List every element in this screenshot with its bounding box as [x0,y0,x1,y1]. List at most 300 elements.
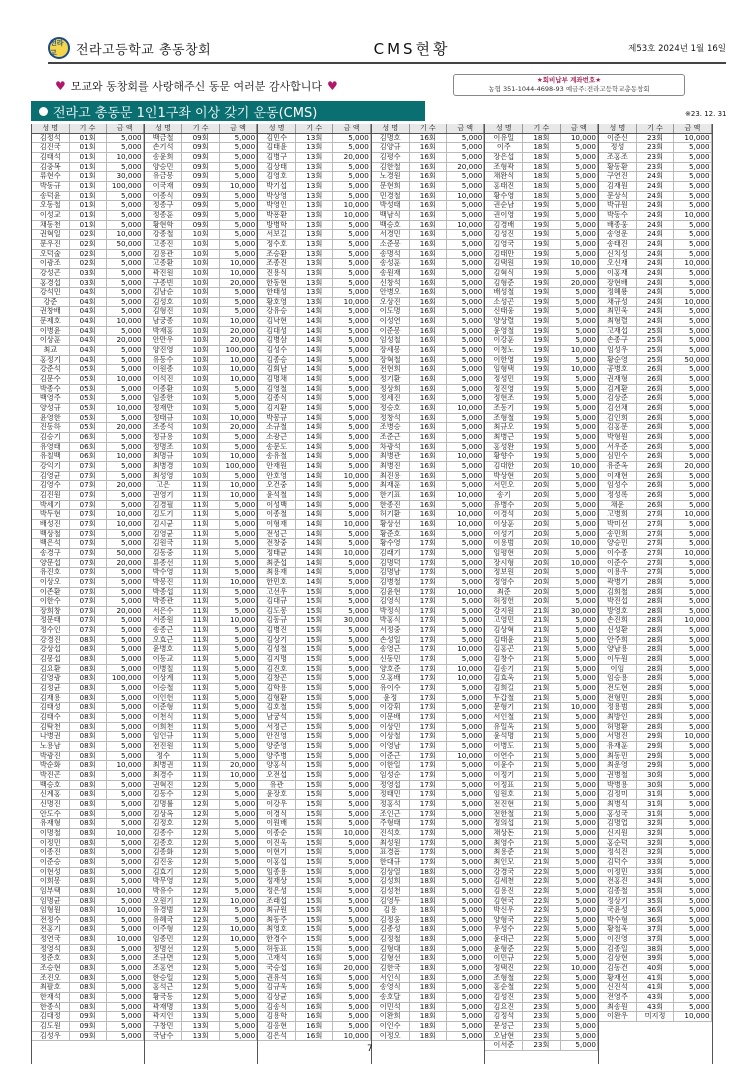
table-row [145,442,257,452]
class-year: 01회 [69,152,106,162]
table-row [599,790,711,800]
donor-name: 전영주 [599,993,636,1003]
table-row [372,413,484,423]
class-year: 16회 [409,433,446,443]
amount: 5,000 [560,616,597,626]
table-row [258,375,370,385]
table-row [32,326,143,336]
class-year: 17회 [409,645,446,655]
amount: 5,000 [447,461,484,471]
donor-name: 서은수 [145,606,182,616]
class-year: 12회 [182,993,219,1003]
class-year: 16회 [409,413,446,423]
class-year: 08회 [69,761,106,771]
amount: 5,000 [219,819,256,829]
donor-name: 안만우 [145,336,182,346]
donor-name: 김종승 [258,355,295,365]
donor-column [258,124,372,1064]
donor-name: 이용범 [485,539,522,549]
table-row [258,577,370,587]
donor-name: 이주형 [145,925,182,935]
class-year: 08회 [69,915,106,925]
table-row [485,761,597,771]
donor-name: 조형철 [485,413,522,423]
table-row [485,413,597,423]
amount: 5,000 [447,442,484,452]
table-row [485,452,597,462]
class-year: 16회 [409,355,446,365]
table-row [32,867,143,877]
class-year: 13회 [296,239,333,249]
table-row [32,172,143,182]
table-row [372,519,484,529]
class-year: 04회 [69,288,106,298]
amount: 5,000 [219,404,256,414]
donor-name: 최병관 [372,452,409,462]
class-year: 15회 [296,635,333,645]
donor-name: 한승일 [145,973,182,983]
amount: 5,000 [333,664,370,674]
table-row [485,635,597,645]
table-row [258,500,370,510]
class-year: 15회 [296,877,333,887]
donor-name: 김용진 [485,886,522,896]
table-row [258,848,370,858]
table-row [485,674,597,684]
table-row [599,935,711,945]
table-row [32,1002,143,1012]
class-year: 09회 [182,143,219,153]
class-year: 10회 [182,346,219,356]
table-row [145,577,257,587]
class-year: 18회 [409,906,446,916]
donor-name: 오상진 [372,297,409,307]
table-row [145,674,257,684]
class-year: 07회 [69,519,106,529]
table-row [145,597,257,607]
column-header: 성 명 [599,124,636,133]
donor-name: 심민수 [599,452,636,462]
class-year: 17회 [409,751,446,761]
class-year: 14회 [296,577,333,587]
amount: 5,000 [106,278,143,288]
class-year: 22회 [523,973,560,983]
donor-name: 황국동 [145,993,182,1003]
donor-name: 박세기 [32,500,69,510]
class-year: 13회 [296,268,333,278]
table-row [258,268,370,278]
amount: 5,000 [560,722,597,732]
class-year: 17회 [409,548,446,558]
class-year: 16회 [409,510,446,520]
table-row [258,1031,370,1041]
amount: 10,000 [106,906,143,916]
table-row [372,635,484,645]
donor-name: 송유철 [258,452,295,462]
donor-name: 김덕수 [599,857,636,867]
table-row [372,819,484,829]
amount: 5,000 [447,577,484,587]
amount: 5,000 [560,906,597,916]
donor-name: 이형재 [258,519,295,529]
class-year: 29회 [636,751,673,761]
donor-name: 권혁진 [145,780,182,790]
donor-name: 김은석 [258,1031,295,1041]
table-row [485,239,597,249]
table-row [599,519,711,529]
account-line: 농협 351-1044-4698-93 예금주:전라고등학교총동창회 [488,85,650,93]
donor-name: 이유일 [485,133,522,143]
table-row [485,365,597,375]
class-year: 08회 [69,964,106,974]
amount: 5,000 [219,210,256,220]
donor-name: 조병승 [372,423,409,433]
class-year: 01회 [69,220,106,230]
donor-name: 안주희 [599,635,636,645]
amount: 5,000 [674,867,711,877]
amount: 10,000 [106,519,143,529]
class-year: 08회 [69,828,106,838]
donor-name: 배성철 [485,288,522,298]
donor-name: 문제호 [32,317,69,327]
donor-name: 소광근 [258,433,295,443]
class-year: 08회 [69,770,106,780]
class-year: 11회 [182,597,219,607]
donor-name: 김인희 [599,413,636,423]
table-row [599,915,711,925]
class-year: 32회 [636,828,673,838]
donor-name: 손기석 [145,143,182,153]
donor-name: 채운 [599,500,636,510]
amount: 5,000 [106,1012,143,1022]
amount: 5,000 [674,606,711,616]
amount: 5,000 [560,838,597,848]
table-row [372,790,484,800]
table-row [32,452,143,462]
table-row [32,220,143,230]
donor-name: 배성진 [32,519,69,529]
class-year: 16회 [409,278,446,288]
donor-name: 김성수 [258,346,295,356]
amount: 5,000 [219,539,256,549]
donor-name: 임형택 [485,365,522,375]
class-year: 24회 [636,259,673,269]
amount: 5,000 [106,993,143,1003]
donor-column [485,124,599,1064]
donor-name: 박동규 [32,181,69,191]
table-row [599,703,711,713]
donor-name: 정의섭 [485,819,522,829]
table-row [32,404,143,414]
class-year: 15회 [296,587,333,597]
class-year: 02회 [69,230,106,240]
donor-name: 문우진 [32,239,69,249]
class-year: 14회 [296,394,333,404]
class-year: 22회 [523,954,560,964]
amount: 5,000 [674,693,711,703]
class-year: 10회 [182,423,219,433]
amount: 5,000 [447,799,484,809]
class-year: 41회 [636,973,673,983]
class-year: 14회 [296,375,333,385]
class-year: 27회 [636,529,673,539]
amount: 5,000 [447,297,484,307]
class-year: 07회 [69,490,106,500]
table-row [258,645,370,655]
class-year: 10회 [182,452,219,462]
amount: 5,000 [447,828,484,838]
amount: 20,000 [219,423,256,433]
donor-name: 김봉섭 [32,655,69,665]
donor-name: 권병철 [599,770,636,780]
amount: 5,000 [106,568,143,578]
table-row [258,239,370,249]
class-year: 18회 [409,1012,446,1022]
table-row [372,751,484,761]
class-year: 08회 [69,848,106,858]
table-row [32,896,143,906]
amount: 5,000 [447,780,484,790]
class-year: 08회 [69,713,106,723]
amount: 5,000 [106,384,143,394]
class-year: 18회 [523,172,560,182]
class-year: 28회 [636,606,673,616]
donor-name: 이홍섭 [258,857,295,867]
donor-name: 서보길 [258,230,295,240]
table-row [599,346,711,356]
table-row [145,239,257,249]
table-row [372,848,484,858]
table-row [372,336,484,346]
column-header: 기 수 [409,124,446,133]
donor-name: 김재원 [599,181,636,191]
class-year: 16회 [409,133,446,143]
donor-name: 서정근 [258,722,295,732]
table-row [145,732,257,742]
donor-name: 김형선 [372,954,409,964]
class-year: 17회 [409,819,446,829]
donor-name: 박미선 [599,519,636,529]
class-year: 08회 [69,983,106,993]
amount: 5,000 [447,1031,484,1041]
donor-name: 송민희 [599,529,636,539]
table-row [485,597,597,607]
donor-name: 김영국 [485,239,522,249]
table-row [599,433,711,443]
class-year: 17회 [409,635,446,645]
amount: 5,000 [106,394,143,404]
class-year: 21회 [523,674,560,684]
amount: 5,000 [560,684,597,694]
amount: 10,000 [106,761,143,771]
amount: 5,000 [674,828,711,838]
class-year: 17회 [409,732,446,742]
class-year: 21회 [523,626,560,636]
table-row [372,664,484,674]
table-row [372,722,484,732]
class-year: 04회 [69,346,106,356]
donor-name: 정종훈 [145,210,182,220]
class-year: 19회 [523,346,560,356]
class-year: 07회 [69,587,106,597]
amount: 20,000 [674,461,711,471]
table-row [32,423,143,433]
class-year: 17회 [409,655,446,665]
amount: 5,000 [333,993,370,1003]
class-year: 23회 [636,152,673,162]
donor-name: 김계환 [599,384,636,394]
class-year: 16회 [409,239,446,249]
table-row [145,809,257,819]
amount: 5,000 [674,761,711,771]
table-row [372,732,484,742]
donor-name: 이한일 [372,761,409,771]
class-year: 11회 [182,577,219,587]
class-year: 08회 [69,722,106,732]
donor-name: 고영민 [485,616,522,626]
amount: 5,000 [447,790,484,800]
amount: 5,000 [333,481,370,491]
donor-name: 양홍식 [258,761,295,771]
donor-name: 김성희 [372,877,409,887]
table-row [32,1012,143,1022]
class-year: 16회 [409,529,446,539]
table-row [372,684,484,694]
amount: 5,000 [333,442,370,452]
class-year: 16회 [409,172,446,182]
amount: 5,000 [674,742,711,752]
amount: 5,000 [447,973,484,983]
class-year: 17회 [409,539,446,549]
table-row [145,278,257,288]
class-year: 09회 [182,191,219,201]
class-year: 17회 [409,799,446,809]
amount: 10,000 [219,490,256,500]
donor-name: 최춘섭 [258,558,295,568]
class-year: 12회 [182,799,219,809]
table-row [372,268,484,278]
amount: 5,000 [333,722,370,732]
class-year: 14회 [296,326,333,336]
amount: 5,000 [447,684,484,694]
class-year: 20회 [523,461,560,471]
table-row [599,780,711,790]
amount: 5,000 [560,452,597,462]
amount: 100,000 [106,674,143,684]
class-year: 13회 [182,1012,219,1022]
table-row [145,915,257,925]
class-year: 24회 [636,297,673,307]
table-row [485,268,597,278]
class-year: 12회 [182,915,219,925]
table-row [485,210,597,220]
class-year: 18회 [523,162,560,172]
amount: 5,000 [560,732,597,742]
donor-table [258,124,371,1041]
donor-name: 김정철 [372,935,409,945]
table-row [145,152,257,162]
class-year: 08회 [69,703,106,713]
donor-name: 김상태 [258,162,295,172]
table-row [599,742,711,752]
table-row [372,326,484,336]
amount: 5,000 [674,819,711,829]
table-row [145,790,257,800]
amount: 5,000 [560,500,597,510]
class-year: 26회 [636,394,673,404]
amount: 5,000 [333,906,370,916]
donor-name: 구창민 [145,1022,182,1032]
class-year: 18회 [409,964,446,974]
table-row [599,452,711,462]
class-year: 13회 [296,133,333,143]
donor-name: 윤형준 [485,944,522,954]
class-year: 16회 [409,288,446,298]
amount: 5,000 [674,490,711,500]
class-year: 27회 [636,510,673,520]
class-year: 11회 [182,684,219,694]
donor-name: 우성수 [485,925,522,935]
class-year: 13회 [296,278,333,288]
class-year: 14회 [296,384,333,394]
donor-name: 임종용 [258,867,295,877]
donor-name: 김태수 [32,713,69,723]
donor-name: 최방인 [599,713,636,723]
class-year: 29회 [636,732,673,742]
table-row [485,433,597,443]
class-year: 19회 [523,278,560,288]
class-year: 21회 [523,693,560,703]
amount: 5,000 [674,558,711,568]
amount: 10,000 [219,770,256,780]
class-year: 08회 [69,645,106,655]
class-year: 19회 [523,259,560,269]
donor-name: 정태민 [372,790,409,800]
donor-name: 유칠백 [32,452,69,462]
table-header-row [372,124,484,133]
donor-name: 방영호 [599,606,636,616]
donor-name: 이존환 [32,587,69,597]
table-row [145,317,257,327]
class-year: 04회 [69,336,106,346]
class-year: 15회 [296,925,333,935]
donor-name: 이영남 [372,742,409,752]
class-year: 19회 [523,239,560,249]
amount: 5,000 [219,722,256,732]
table-row [485,780,597,790]
donor-name: 박두현 [32,510,69,520]
table-row [145,500,257,510]
donor-name: 이민규 [485,954,522,964]
class-year: 13회 [296,191,333,201]
table-row [485,558,597,568]
class-year: 27회 [636,519,673,529]
donor-name: 황상선 [372,519,409,529]
table-row [599,461,711,471]
table-row [485,384,597,394]
donor-name: 정성록 [599,490,636,500]
donor-name: 김세천 [485,877,522,887]
donor-name: 차광석 [372,442,409,452]
class-year: 18회 [409,993,446,1003]
donor-name: 전한철 [485,809,522,819]
class-year: 16회 [409,346,446,356]
table-row [372,655,484,665]
class-year: 18회 [409,896,446,906]
donor-name: 이성교 [32,210,69,220]
donor-name: 국남수 [145,1031,182,1041]
table-row [32,461,143,471]
